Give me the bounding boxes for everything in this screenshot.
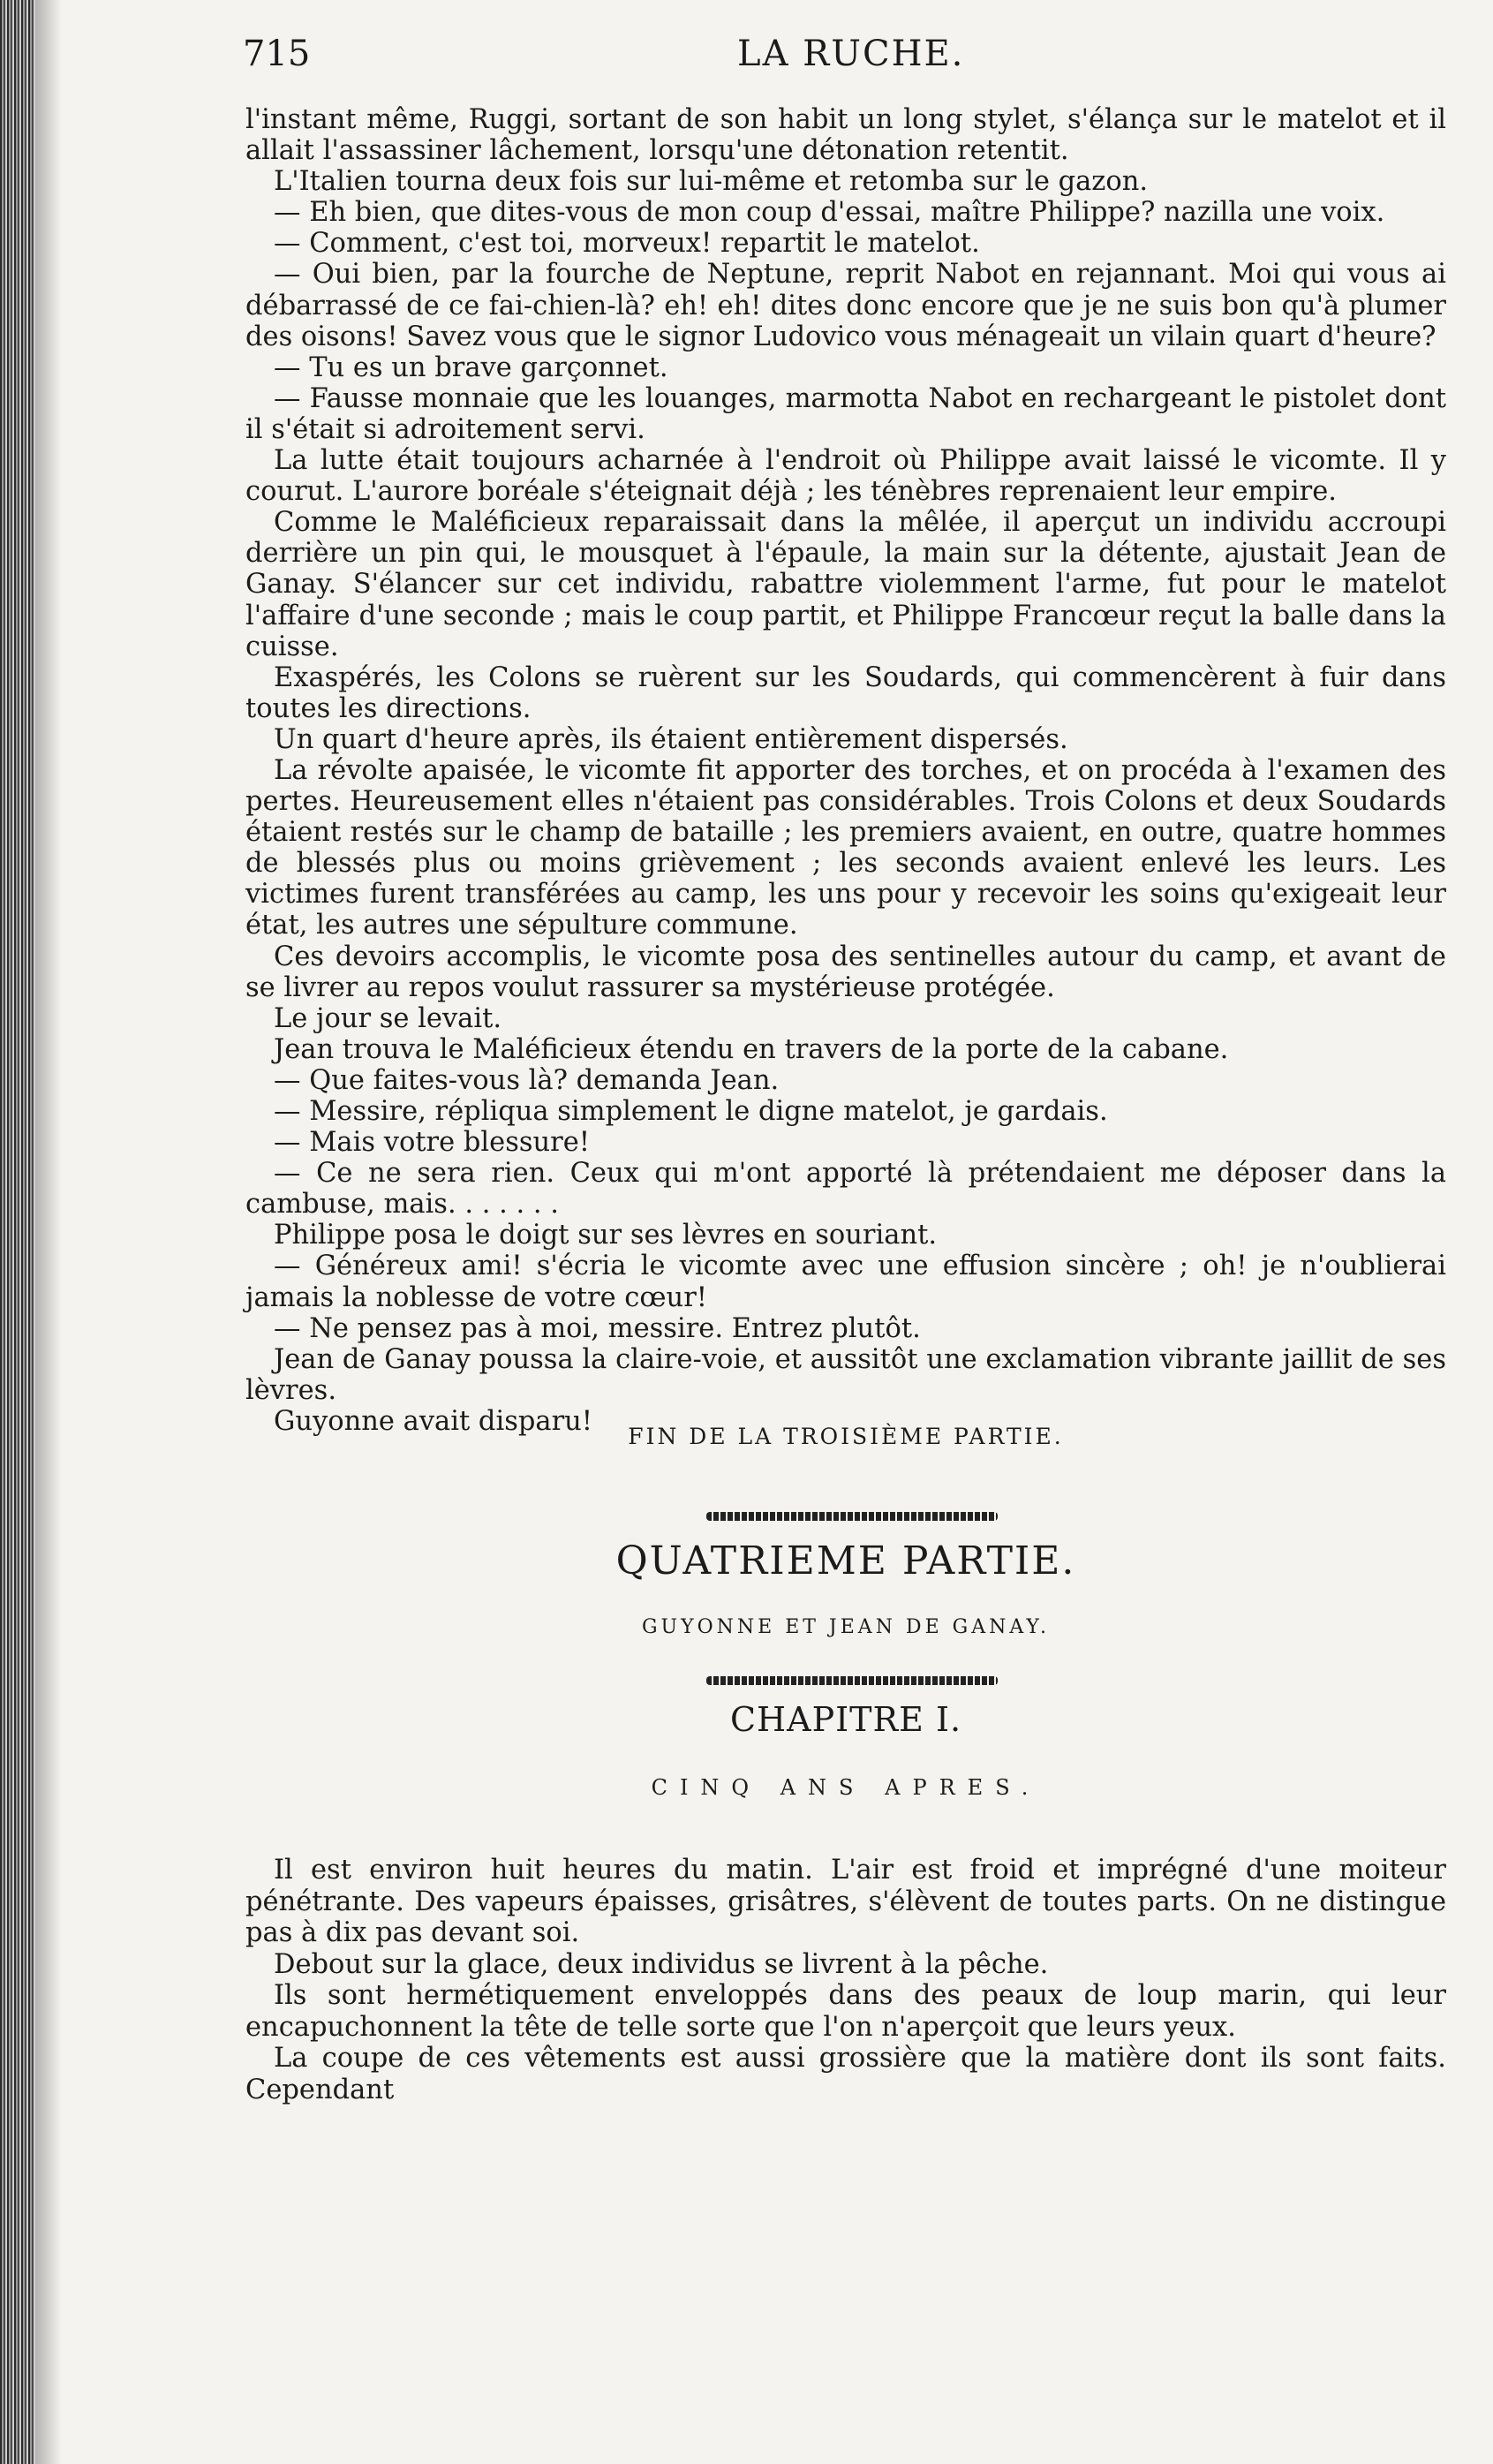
paragraph: La révolte apaisée, le vicomte fit apporter des torches, et on procéda à l'examen des pertes. Heureusement elles n'étaient pas considérables. Trois Colons et deux Soudards étaient restés sur le champ de bataille ; les premiers avaient, en outre, quatre hommes de blessés plus ou moins grièvement ; les seconds avaient enlevé les leurs. Les victimes furent transférées au camp, les uns pour y recevoir les soins qu'exigeait leur état, les autres une sépulture commune. bbox=[245, 754, 1446, 941]
paragraph: Jean trouva le Maléficieux étendu en travers de la porte de la cabane. bbox=[274, 1033, 1229, 1065]
paragraph: Guyonne avait disparu! bbox=[274, 1405, 593, 1437]
end-of-part-notice: FIN DE LA TROISIÈME PARTIE. bbox=[628, 1424, 1064, 1449]
chapter-title: CHAPITRE I. bbox=[729, 1700, 962, 1739]
paragraph: La lutte était toujours acharnée à l'endroit où Philippe avait laissé le vicomte. Il y courut. L'aurore boréale s'éteignait déjà ; les ténèbres reprenaient leur empire. bbox=[245, 445, 1446, 508]
paragraph: Il est environ huit heures du matin. L'air est froid et imprégné d'une moiteur pénétrante. Des vapeurs épaisses, grisâtres, s'élèvent de toutes parts. On ne distingue pas à dix pas devant soi. bbox=[245, 1855, 1446, 1948]
paragraph: Ils sont hermétiquement enveloppés dans des peaux de loup marin, qui leur encapuchonnent la tête de telle sorte que l'on n'aperçoit que leurs yeux. bbox=[245, 1980, 1446, 2043]
paragraph: — Généreux ami! s'écria le vicomte avec une effusion sincère ; oh! je n'oublierai jamais la noblesse de votre cœur! bbox=[245, 1251, 1446, 1313]
paragraph: Comme le Maléficieux reparaissait dans la mêlée, il aperçut un individu accroupi derrière un pin qui, le mousquet à l'épaule, la main sur la détente, ajustait Jean de Ganay. S'élancer sur cet individu, rabattre violemment l'arme, fut pour le matelot l'affaire d'une seconde ; mais le coup partit, et Philippe Francœur reçut la balle dans la cuisse. bbox=[245, 507, 1446, 662]
paragraph: — Messire, répliqua simplement le digne matelot, je gardais. bbox=[274, 1096, 1108, 1127]
ornamental-rule bbox=[706, 1676, 998, 1685]
paragraph: — Que faites-vous là? demanda Jean. bbox=[274, 1064, 780, 1096]
paragraph: — Mais votre blessure! bbox=[274, 1127, 591, 1159]
page-number: 715 bbox=[243, 34, 311, 74]
paragraph: — Fausse monnaie que les louanges, marmotta Nabot en rechargeant le pistolet dont il s'était si adroitement servi. bbox=[245, 382, 1446, 445]
paragraph: — Ne pensez pas à moi, messire. Entrez plutôt. bbox=[274, 1312, 921, 1344]
paragraph: — Ce ne sera rien. Ceux qui m'ont apporté là prétendaient me déposer dans la cambuse, mais. . . . . . . bbox=[245, 1158, 1446, 1221]
chapter-one-text bbox=[245, 1855, 1446, 2105]
running-header bbox=[243, 34, 1440, 78]
paragraph: Debout sur la glace, deux individus se livrent à la pêche. bbox=[274, 1948, 1049, 1980]
part-title: QUATRIEME PARTIE. bbox=[615, 1538, 1076, 1583]
paragraph: Un quart d'heure après, ils étaient entièrement dispersés. bbox=[274, 723, 1068, 755]
paragraph: La coupe de ces vêtements est aussi grossière que la matière dont ils sont faits. Cependant bbox=[245, 2043, 1446, 2105]
ornamental-rule bbox=[706, 1512, 998, 1521]
book-binding-edge bbox=[0, 0, 35, 2464]
running-title: LA RUCHE. bbox=[737, 34, 965, 74]
paragraph: — Comment, c'est toi, morveux! repartit le matelot. bbox=[274, 228, 980, 260]
paragraph: Le jour se levait. bbox=[274, 1002, 502, 1034]
chapter-subtitle: CINQ ANS APRES. bbox=[651, 1775, 1041, 1800]
part-three-text bbox=[245, 104, 1446, 1437]
paragraph: L'Italien tourna deux fois sur lui-même et retomba sur le gazon. bbox=[274, 166, 1149, 198]
part-subtitle: GUYONNE ET JEAN DE GANAY. bbox=[641, 1616, 1051, 1638]
paragraph: — Oui bien, par la fourche de Neptune, reprit Nabot en rejannant. Moi qui vous ai débarrassé de ce fai-chien-là? eh! eh! dites donc encore que je ne suis bon qu'à plumer des oisons! Savez vous que le signor Ludovico vous ménageait un vilain quart d'heure? bbox=[245, 259, 1446, 352]
paragraph: — Tu es un brave garçonnet. bbox=[274, 351, 668, 383]
paragraph: Jean de Ganay poussa la claire-voie, et aussitôt une exclamation vibrante jaillit de ses lèvres. bbox=[245, 1343, 1446, 1406]
paragraph: l'instant même, Ruggi, sortant de son habit un long stylet, s'élança sur le matelot et il allait l'assassiner lâchement, lorsqu'une détonation retentit. bbox=[245, 104, 1446, 167]
paragraph: Ces devoirs accomplis, le vicomte posa des sentinelles autour du camp, et avant de se livrer au repos voulut rassurer sa mystérieuse protégée. bbox=[245, 941, 1446, 1003]
paragraph: Philippe posa le doigt sur ses lèvres en souriant. bbox=[274, 1220, 938, 1251]
gutter-shadow bbox=[35, 0, 62, 2464]
paragraph: — Eh bien, que dites-vous de mon coup d'essai, maître Philippe? nazilla une voix. bbox=[274, 197, 1385, 229]
paragraph: Exaspérés, les Colons se ruèrent sur les Soudards, qui commencèrent à fuir dans toutes les directions. bbox=[245, 661, 1446, 724]
